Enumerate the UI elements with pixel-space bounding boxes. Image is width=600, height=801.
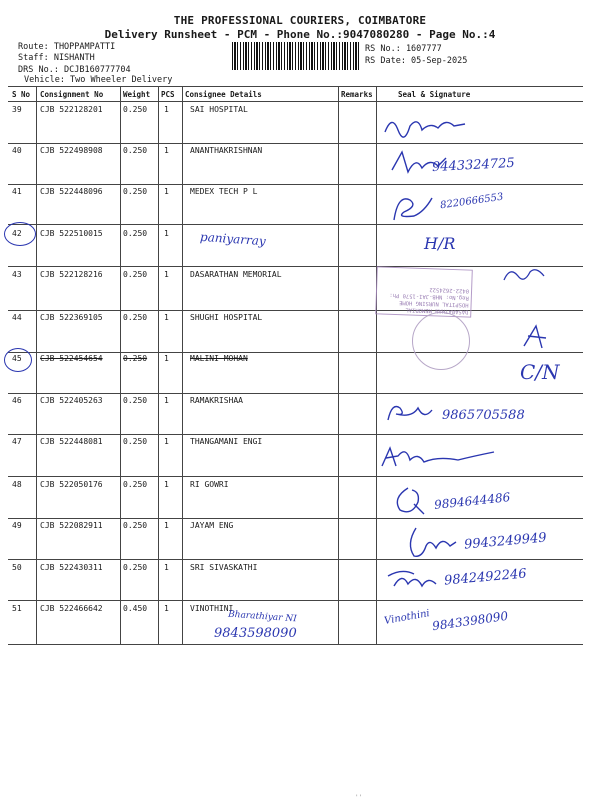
row-pcs: 1	[164, 313, 169, 322]
row-weight: 0.250	[123, 563, 148, 572]
row-consignment-no: CJB 522128216	[40, 270, 103, 279]
col-header-remarks: Remarks	[341, 90, 373, 99]
signature-row47	[378, 442, 498, 472]
drs-number: DRS No.: DCJB160777704	[18, 65, 131, 75]
row-pcs: 1	[164, 563, 169, 572]
header-bottom-rule	[8, 101, 583, 102]
col-divider	[36, 86, 37, 644]
row-consignee: SRI SIVASKATHI	[190, 563, 258, 572]
round-seal	[412, 312, 470, 370]
row-rule	[8, 393, 583, 394]
row-sno: 49	[12, 521, 22, 530]
row-pcs: 1	[164, 229, 169, 238]
handwritten-phone-row51: 9843598090	[214, 626, 297, 641]
col-header-consignment: Consignment No	[40, 90, 104, 99]
hospital-stamp: DASARATHAN MEMORIAL HOSPITAL NURSING HOME Reg.No: NHB-JAI-1570 Ph: 0422-2624522	[375, 266, 473, 317]
row-sno: 47	[12, 437, 22, 446]
row-sno: 40	[12, 146, 22, 155]
table-bottom-rule	[8, 644, 583, 645]
row-rule	[8, 143, 583, 144]
row-rule	[8, 184, 583, 185]
col-divider	[120, 86, 121, 644]
row-sno: 43	[12, 270, 22, 279]
row-weight: 0.450	[123, 604, 148, 613]
row-rule	[8, 310, 583, 311]
col-divider	[338, 86, 339, 644]
row-pcs: 1	[164, 604, 169, 613]
col-divider	[182, 86, 183, 644]
row-consignee: VINOTHINI	[190, 604, 234, 613]
row-sno: 48	[12, 480, 22, 489]
col-divider	[376, 86, 377, 644]
row-sno: 51	[12, 604, 22, 613]
row-consignment-no: CJB 522466642	[40, 604, 103, 613]
row-pcs: 1	[164, 354, 169, 363]
handwritten-phone-row46: 9865705588	[442, 408, 525, 423]
signature-row50	[384, 566, 444, 594]
row-weight: 0.250	[123, 437, 148, 446]
circle-mark-row42	[4, 222, 36, 246]
signature-row46	[384, 398, 444, 426]
signature-row44	[520, 322, 550, 352]
row-consignee: RI GOWRI	[190, 480, 229, 489]
row-consignee: DASARATHAN MEMORIAL	[190, 270, 282, 279]
row-consignment-no: CJB 522405263	[40, 396, 103, 405]
row-pcs: 1	[164, 521, 169, 530]
row-rule	[8, 352, 583, 353]
handwritten-phone-row40: 9443324725	[431, 155, 516, 176]
row-rule	[8, 559, 583, 560]
row-sno: 44	[12, 313, 22, 322]
row-weight: 0.250	[123, 229, 148, 238]
row-consignee: THANGAMANI ENGI	[190, 437, 263, 446]
staff-label: Staff: NISHANTH	[18, 53, 95, 63]
row-pcs: 1	[164, 146, 169, 155]
row-weight: 0.250	[123, 396, 148, 405]
row-weight: 0.250	[123, 105, 148, 114]
col-divider	[158, 86, 159, 644]
row-consignment-no: CJB 522050176	[40, 480, 103, 489]
row-consignment-no: CJB 522082911	[40, 521, 103, 530]
row-sno: 41	[12, 187, 22, 196]
rs-number: RS No.: 1607777	[365, 44, 442, 54]
handwritten-phone-row50: 9842492246	[443, 566, 528, 589]
rs-date: RS Date: 05-Sep-2025	[365, 56, 468, 66]
row-consignment-no: CJB 522430311	[40, 563, 103, 572]
row-weight: 0.250	[123, 187, 148, 196]
row-consignment-no: CJB 522454654	[40, 354, 103, 363]
row-pcs: 1	[164, 437, 169, 446]
row-rule	[8, 434, 583, 435]
handwritten-signature-row51: Vinothini	[383, 608, 431, 627]
handwritten-note-cn: C/N	[520, 360, 560, 384]
signature-row43	[500, 262, 548, 286]
row-pcs: 1	[164, 105, 169, 114]
row-consignment-no: CJB 522128201	[40, 105, 103, 114]
row-consignee: RAMAKRISHAA	[190, 396, 243, 405]
handwritten-name-row51: Bharathiyar NI	[227, 609, 298, 625]
row-weight: 0.250	[123, 354, 148, 363]
row-consignment-no: CJB 522369105	[40, 313, 103, 322]
footer-mark: ''	[355, 794, 363, 801]
vehicle-label: Vehicle: Two Wheeler Delivery	[24, 75, 173, 85]
row-sno: 50	[12, 563, 22, 572]
handwritten-phone-row51-sig: 9843398090	[431, 608, 509, 634]
row-consignee: SAI HOSPITAL	[190, 105, 248, 114]
row-sno: 45	[12, 354, 22, 363]
row-sno: 46	[12, 396, 22, 405]
row-consignee: SHUGHI HOSPITAL	[190, 313, 263, 322]
row-weight: 0.250	[123, 313, 148, 322]
handwritten-phone-row48: 9894644486	[433, 490, 511, 512]
signature-row49	[400, 524, 460, 560]
col-header-seal-signature: Seal & Signature	[398, 90, 471, 99]
row-pcs: 1	[164, 480, 169, 489]
row-consignee: JAYAM ENG	[190, 521, 234, 530]
row-rule	[8, 266, 583, 267]
row-pcs: 1	[164, 396, 169, 405]
col-header-weight: Weight	[123, 90, 151, 99]
row-sno: 42	[12, 229, 22, 238]
col-header-pcs: PCS	[161, 90, 175, 99]
row-rule	[8, 476, 583, 477]
row-pcs: 1	[164, 187, 169, 196]
row-weight: 0.250	[123, 270, 148, 279]
row-consignee: ANANTHAKRISHNAN	[190, 146, 263, 155]
handwritten-note-hr: H/R	[424, 234, 456, 253]
company-title: THE PROFESSIONAL COURIERS, COIMBATORE	[173, 14, 427, 27]
handwritten-phone-row49: 9943249949	[463, 530, 548, 553]
route-label: Route: THOPPAMPATTI	[18, 42, 116, 52]
col-header-consignee: Consignee Details	[185, 90, 262, 99]
row-weight: 0.250	[123, 146, 148, 155]
circle-mark-row45	[4, 348, 32, 372]
row-pcs: 1	[164, 270, 169, 279]
row-rule	[8, 518, 583, 519]
row-sno: 39	[12, 105, 22, 114]
row-consignment-no: CJB 522448081	[40, 437, 103, 446]
handwritten-name-row42: paniyarray	[199, 229, 267, 249]
row-weight: 0.250	[123, 480, 148, 489]
runsheet-subtitle: Delivery Runsheet - PCM - Phone No.:9047080280 - Page No.:4	[104, 28, 496, 41]
signature-row39	[380, 112, 470, 140]
row-rule	[8, 600, 583, 601]
row-rule	[8, 224, 583, 225]
row-weight: 0.250	[123, 521, 148, 530]
row-consignee: MALINI MOHAN	[190, 354, 248, 363]
signature-row48	[388, 484, 428, 518]
handwritten-phone-row41: 8220666553	[439, 191, 505, 212]
barcode	[232, 42, 360, 70]
col-header-sno: S No	[12, 90, 31, 99]
signature-row41	[388, 190, 438, 226]
table-top-rule	[8, 86, 583, 87]
row-consignment-no: CJB 522510015	[40, 229, 103, 238]
row-consignment-no: CJB 522448096	[40, 187, 103, 196]
row-consignment-no: CJB 522498908	[40, 146, 103, 155]
row-consignee: MEDEX TECH P L	[190, 187, 258, 196]
